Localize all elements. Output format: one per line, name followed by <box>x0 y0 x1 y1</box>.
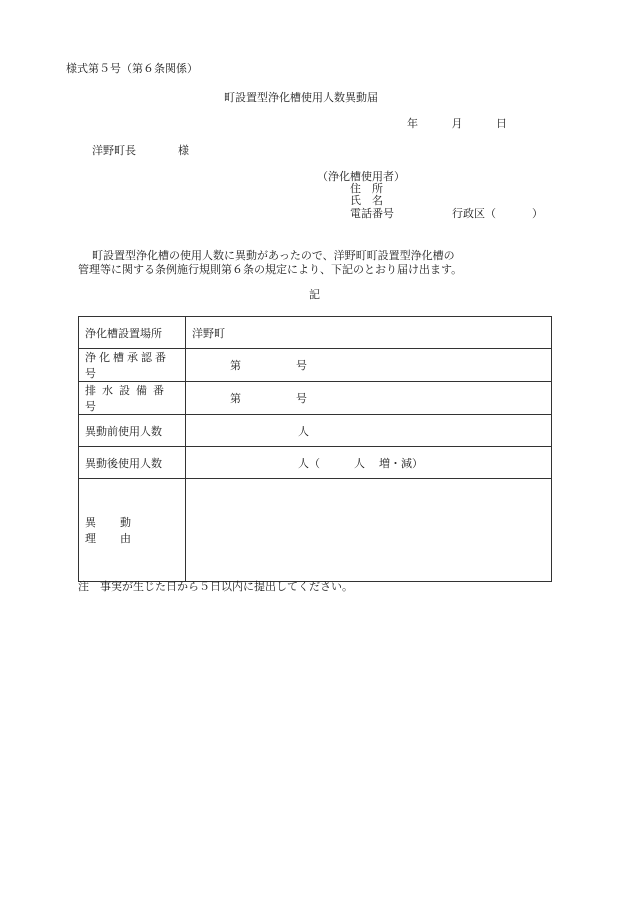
applicant-phone-label: 電話番号 <box>350 207 394 220</box>
notification-table <box>78 316 552 582</box>
footnote: 注 事実が生じた日から５日以内に提出してください。 <box>78 580 353 593</box>
after-count-field[interactable] <box>186 447 552 479</box>
before-count-unit: 人 <box>298 424 309 438</box>
body-line-1: 町設置型浄化槽の使用人数に異動があったので、洋野町町設置型浄化槽の <box>92 249 455 262</box>
ki-heading: 記 <box>309 288 320 301</box>
applicant-address-label: 住 所 <box>350 182 383 195</box>
table-row <box>79 349 552 382</box>
ward-close-paren: ） <box>532 207 543 220</box>
date-day-label: 日 <box>496 117 507 130</box>
approval-number-field[interactable] <box>186 349 552 382</box>
applicant-name-label: 氏 名 <box>350 194 383 207</box>
table-row <box>79 317 552 349</box>
approval-dai: 第 <box>230 359 241 372</box>
location-value[interactable]: 洋野町 <box>186 317 552 349</box>
addressee-name: 洋野町長 <box>92 144 136 157</box>
row-label-approval-number: 浄化槽承認番号 <box>79 349 186 382</box>
addressee-honorific: 様 <box>178 144 189 157</box>
table-row <box>79 415 552 447</box>
ward-label-text: 行政区（ <box>452 207 496 220</box>
body-text <box>78 249 558 277</box>
row-label-before-count: 異動前使用人数 <box>79 415 186 447</box>
date-year-label: 年 <box>407 117 418 130</box>
applicant-ward-label <box>452 207 543 220</box>
form-number: 様式第５号（第６条関係） <box>66 62 198 75</box>
applicant-heading: （浄化槽使用者） <box>317 170 405 183</box>
document-title: 町設置型浄化槽使用人数異動届 <box>224 91 378 104</box>
date-month-label: 月 <box>451 117 463 130</box>
drainage-number-field[interactable] <box>186 382 552 415</box>
table-row <box>79 479 552 582</box>
table-row <box>79 447 552 479</box>
table-row <box>79 382 552 415</box>
row-label-location: 浄化槽設置場所 <box>79 317 186 349</box>
increase-decrease-label: 増・減） <box>379 456 423 470</box>
date-line <box>407 117 507 130</box>
body-line-2: 管理等に関する条例施行規則第６条の規定により、下記のとおり届け出ます。 <box>78 263 463 276</box>
delta-count-unit: 人 <box>354 456 365 470</box>
approval-go: 号 <box>296 359 307 372</box>
row-label-reason: 異動理由 <box>79 479 186 582</box>
reason-field[interactable] <box>186 479 552 582</box>
drainage-dai: 第 <box>230 392 241 405</box>
row-label-after-count: 異動後使用人数 <box>79 447 186 479</box>
before-count-field[interactable] <box>186 415 552 447</box>
after-count-unit: 人（ <box>298 456 320 470</box>
drainage-go: 号 <box>296 392 307 405</box>
addressee <box>92 144 189 157</box>
row-label-drainage-number: 排水設備番号 <box>79 382 186 415</box>
